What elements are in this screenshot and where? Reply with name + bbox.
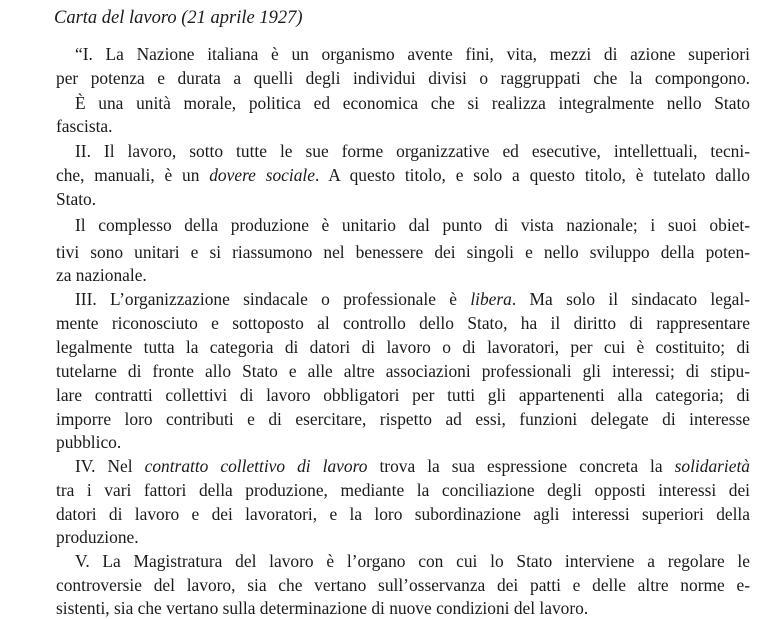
text-line: controversie del lavoro, sia che vertano sull’osservanza dei patti e delle altre norme e- (56, 575, 750, 595)
emphasis-text: contratto collettivo di lavoro (144, 456, 368, 476)
text-line: II. Il lavoro, sotto tutte le sue forme organizzative ed esecutive, intellettuali, tecni- (75, 141, 750, 161)
text-line: Stato. (56, 189, 97, 209)
text-run: III. L’organizzazione sindacale o professionale è (75, 289, 471, 309)
text-line: legalmente tutta la categoria di datori di lavoro o di lavoratori, per cui è costituito; di (56, 337, 750, 357)
text-line: lare contratti collettivi di lavoro obbligatori per tutti gli appartenenti alla categoria; di (56, 385, 750, 405)
emphasis-text: solidarietà (674, 456, 750, 476)
text-run: . Ma solo il sindacato legal- (511, 289, 751, 309)
text-line: datori di lavoro e dei lavoratori, e la loro subordinazione agli interessi superiori della (56, 504, 750, 524)
text-line: pubblico. (56, 432, 122, 452)
text-run: . A questo titolo, e solo a questo titolo, è tutelato dallo (314, 165, 750, 185)
text-line: fascista. (56, 116, 113, 136)
text-run: che, manuali, è un (56, 165, 210, 185)
text-line (75, 455, 750, 477)
text-line: per potenza e durata a quelli degli individui divisi o raggruppati che la compongono. (56, 68, 750, 88)
emphasis-text: dovere sociale (209, 165, 315, 185)
text-line (75, 288, 750, 310)
emphasis-text: libera (470, 289, 512, 309)
text-run: trova la sua espressione concreta la (367, 456, 675, 476)
text-line: “I. La Nazione italiana è un organismo avente fini, vita, mezzi di azione superiori (75, 44, 750, 64)
text-line (56, 164, 750, 186)
text-line: mente riconosciuto e sottoposto al controllo dello Stato, ha il diritto di rappresentare (56, 313, 750, 333)
text-line: tutelarne di fronte allo Stato e alle altre associazioni professionali gli interessi; di stipu- (56, 361, 750, 381)
text-run: IV. Nel (75, 456, 145, 476)
text-line: imporre loro contributi e di esercitare, rispetto ad essi, funzioni delegate di interesse (56, 409, 750, 429)
text-line: za nazionale. (56, 265, 147, 285)
text-line: tra i vari fattori della produzione, mediante la conciliazione degli opposti interessi dei (56, 480, 750, 500)
text-line: È una unità morale, politica ed economica che si realizza integralmente nello Stato (75, 93, 750, 113)
text-line: V. La Magistratura del lavoro è l’organo con cui lo Stato interviene a regolare le (75, 551, 750, 571)
text-line: tivi sono unitari e si riassumono nel benessere dei singoli e nello sviluppo della poten- (56, 242, 750, 262)
text-line: produzione. (56, 527, 139, 547)
text-line: Il complesso della produzione è unitario dal punto di vista nazionale; i suoi obiet- (75, 215, 750, 235)
document-title: Carta del lavoro (21 aprile 1927) (54, 8, 303, 28)
text-line: sistenti, sia che vertano sulla determinazione di nuove condizioni del lavoro. (56, 598, 589, 618)
